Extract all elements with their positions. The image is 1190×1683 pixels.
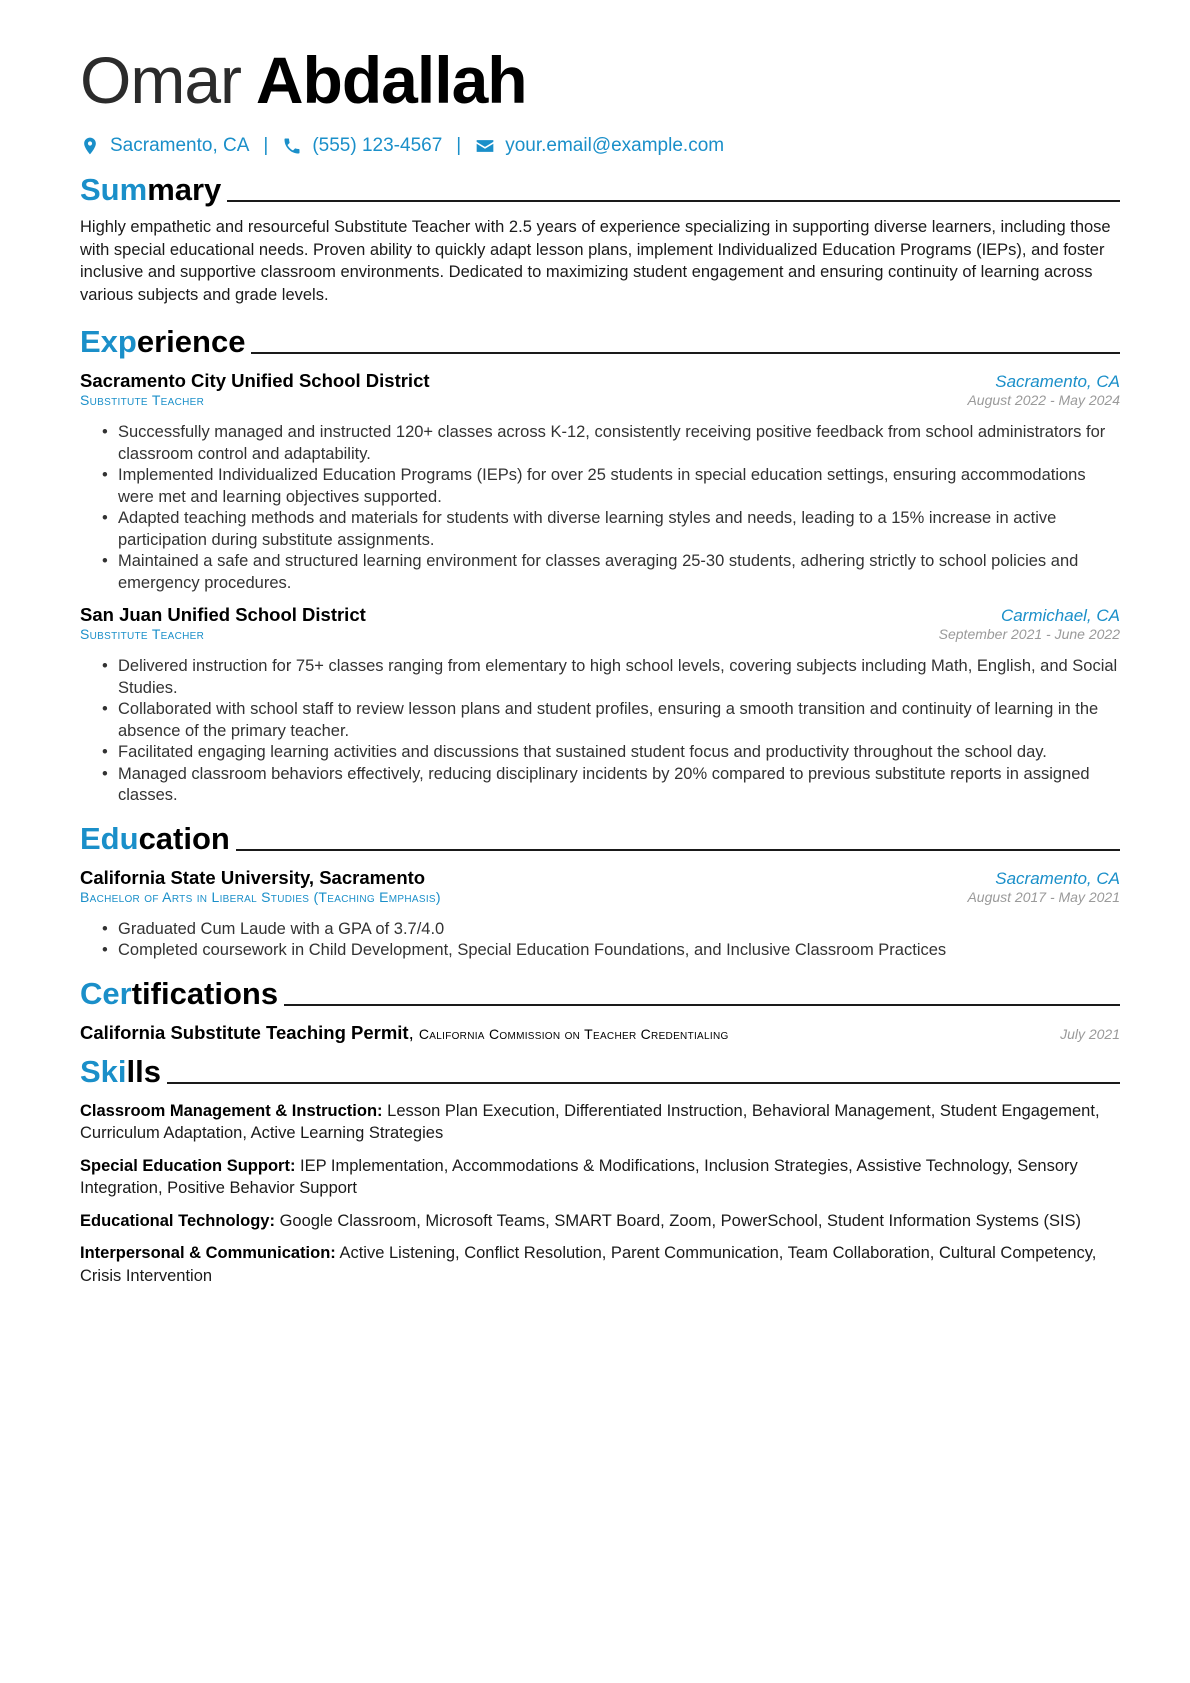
entry-dates: August 2022 - May 2024 xyxy=(967,392,1120,408)
skill-items: Lesson Plan Execution, Differentiated Instruction, Behavioral Management, Student Engagement, Curriculum Adaptation, Active Learning Strategies xyxy=(80,1101,1100,1142)
list-item: • Delivered instruction for 75+ classes ranging from elementary to high school levels, covering subjects including Math, English, and Social Studies. xyxy=(102,656,1120,699)
last-name: Abdallah xyxy=(255,43,527,117)
phone-icon xyxy=(282,136,302,156)
list-item: • Adapted teaching methods and materials for students with diverse learning styles and needs, leading to a 15% increase in active participation during substitute assignments. xyxy=(102,508,1120,551)
section-title: Experience xyxy=(80,324,246,359)
school-name: California State University, Sacramento xyxy=(80,866,426,888)
phone-text[interactable]: (555) 123-4567 xyxy=(312,135,443,156)
entry-location: Carmichael, CA xyxy=(1000,606,1120,625)
section-title: Skills xyxy=(80,1053,161,1089)
certification-issuer: California Commission on Teacher Credentialing xyxy=(418,1025,729,1042)
summary-text: Highly empathetic and resourceful Substitute Teacher with 2.5 years of experience specializing in supporting diverse learners, including those with special educational needs. Proven ability to quickly adapt lesson plans, implement Individualized Education Programs (IEPs), and foster inclusive and supportive classroom environments. Dedicated to maximizing student engagement and ensuring continuity of learning across various subjects and grade levels. xyxy=(80,218,1111,304)
education-entry xyxy=(80,867,1120,962)
entry-location: Sacramento, CA xyxy=(995,868,1120,888)
location-text: Sacramento, CA xyxy=(110,135,250,156)
job-title: Substitute Teacher xyxy=(80,392,205,408)
first-name: Omar xyxy=(80,43,241,117)
contact-separator: | xyxy=(456,135,462,156)
skill-label: Interpersonal & Communication: xyxy=(80,1244,336,1262)
resume-page xyxy=(80,40,1120,1287)
section-rule xyxy=(227,200,1120,202)
certification-date: July 2021 xyxy=(1060,1025,1120,1042)
bullet-list xyxy=(102,422,1120,594)
skill-items: Google Classroom, Microsoft Teams, SMART Board, Zoom, PowerSchool, Student Information Systems (SIS) xyxy=(279,1211,1082,1230)
skill-group xyxy=(80,1242,1120,1287)
list-item: • Collaborated with school staff to review lesson plans and student profiles, ensuring a smooth transition and continuity of learning in the absence of the primary teacher. xyxy=(102,699,1120,742)
bullet-list xyxy=(102,919,1120,962)
contact-location xyxy=(80,135,249,157)
list-item: • Facilitated engaging learning activities and discussions that sustained student focus and productivity throughout the school day. xyxy=(102,742,1120,764)
skill-label: Special Education Support: xyxy=(80,1156,296,1175)
skill-label: Educational Technology: xyxy=(80,1211,275,1230)
certifications-heading xyxy=(80,972,1120,1012)
summary-heading xyxy=(80,168,1120,208)
list-item: • Graduated Cum Laude with a GPA of 3.7/4.0 xyxy=(102,919,1120,941)
section-title: Education xyxy=(80,820,230,856)
entry-location: Sacramento, CA xyxy=(995,372,1120,391)
experience-entry xyxy=(80,370,1120,594)
education-heading xyxy=(80,817,1120,857)
employer-name: San Juan Unified School District xyxy=(80,604,366,625)
list-item: • Maintained a safe and structured learning environment for classes averaging 25-30 students, adhering strictly to school policies and emergency procedures. xyxy=(102,551,1120,594)
bullet-list xyxy=(102,656,1120,807)
contact-phone[interactable] xyxy=(282,135,442,157)
skills-heading xyxy=(80,1050,1120,1090)
list-item: • Implemented Individualized Education Programs (IEPs) for over 25 students in special education settings, ensuring accommodations were met and learning objectives supported. xyxy=(102,465,1120,508)
contact-email[interactable] xyxy=(475,135,724,157)
section-rule xyxy=(236,849,1120,851)
candidate-name xyxy=(80,40,1120,120)
contact-separator: | xyxy=(263,135,269,156)
envelope-icon xyxy=(475,136,495,156)
list-item: • Successfully managed and instructed 120+ classes across K-12, consistently receiving positive feedback from school administrators for classroom control and adaptability. xyxy=(102,422,1120,465)
skill-items: Active Listening, Conflict Resolution, Parent Communication, Team Collaboration, Cultural Competency, Crisis Intervention xyxy=(80,1244,1097,1285)
skill-group xyxy=(80,1210,1120,1233)
section-title: Summary xyxy=(80,172,222,207)
contact-bar xyxy=(80,132,1120,160)
email-link[interactable]: your.email@example.com xyxy=(505,135,725,156)
experience-heading xyxy=(80,320,1120,360)
map-marker-icon xyxy=(80,136,100,156)
list-item: • Managed classroom behaviors effectively, reducing disciplinary incidents by 20% compared to previous substitute reports in assigned classes. xyxy=(102,764,1120,807)
list-item: • Completed coursework in Child Development, Special Education Foundations, and Inclusive Classroom Practices xyxy=(102,940,1120,962)
entry-dates: September 2021 - June 2022 xyxy=(938,626,1120,642)
experience-entry xyxy=(80,604,1120,807)
skill-items: IEP Implementation, Accommodations & Modifications, Inclusion Strategies, Assistive Technology, Sensory Integration, Positive Behavior Support xyxy=(80,1156,1078,1197)
entry-dates: August 2017 - May 2021 xyxy=(967,888,1120,905)
degree-title: Bachelor of Arts in Liberal Studies (Teaching Emphasis) xyxy=(80,888,441,905)
job-title: Substitute Teacher xyxy=(80,626,205,642)
skill-group xyxy=(80,1155,1120,1200)
section-rule xyxy=(167,1082,1120,1084)
employer-name: Sacramento City Unified School District xyxy=(80,370,430,391)
skill-group xyxy=(80,1100,1120,1145)
certification-name: California Substitute Teaching Permit xyxy=(80,1021,409,1043)
section-rule xyxy=(284,1004,1120,1006)
section-rule xyxy=(251,352,1120,354)
section-title: Certifications xyxy=(80,975,279,1011)
certification-entry: California Substitute Teaching Permit, California Commission on Teacher Credentialing July 2021 xyxy=(80,1021,1120,1043)
skill-label: Classroom Management & Instruction: xyxy=(80,1101,383,1120)
